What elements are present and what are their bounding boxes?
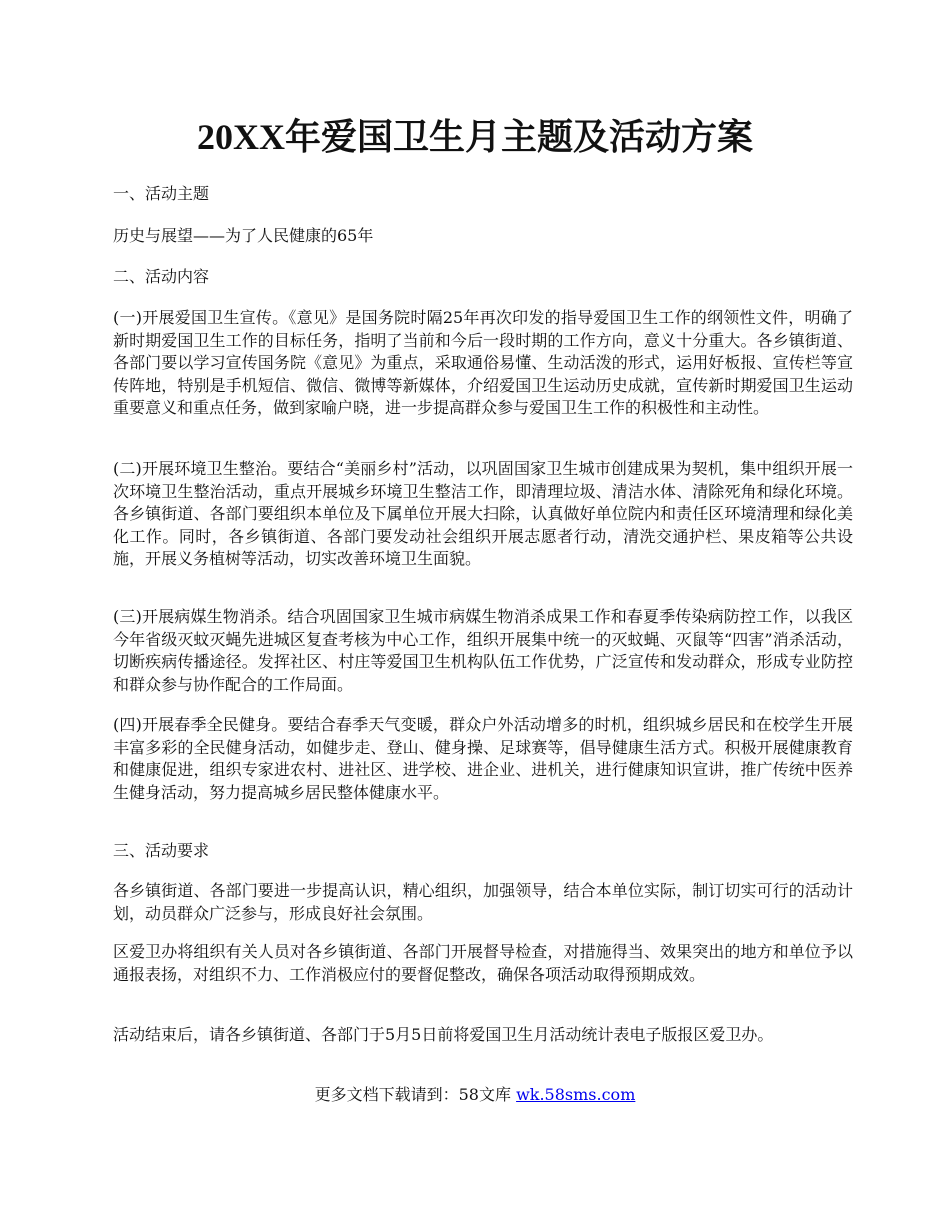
paragraph-requirement-1: 各乡镇街道、各部门要进一步提高认识，精心组织，加强领导，结合本单位实际，制订切实可行的活动计划，动员群众广泛参与，形成良好社会氛围。 [113, 881, 853, 923]
paragraph-environment: (二)开展环境卫生整治。要结合“美丽乡村”活动，以巩固国家卫生城市创建成果为契机，集中组织开展一次环境卫生整治活动，重点开展城乡环境卫生整洁工作，即清理垃圾、清洁水体、清除死角和绿化环境。各乡镇街道、各部门要组织本单位及下属单位开展大扫除，认真做好单位院内和责任区环境清理和绿化美化工作。同时，各乡镇街道、各部门要发动社会组织开展志愿者行动，清洗交通护栏、果皮箱等公共设施，开展义务植树等活动，切实改善环境卫生面貌。 [113, 459, 853, 568]
section-heading-content: 二、活动内容 [113, 267, 210, 286]
footer [0, 1084, 950, 1106]
paragraph-requirement-2: 区爱卫办将组织有关人员对各乡镇街道、各部门开展督导检查，对措施得当、效果突出的地方和单位予以通报表扬，对组织不力、工作消极应付的要督促整改，确保各项活动取得预期成效。 [113, 942, 853, 984]
paragraph-publicity: (一)开展爱国卫生宣传。《意见》是国务院时隔25年再次印发的指导爱国卫生工作的纲领性文件，明确了新时期爱国卫生工作的目标任务，指明了当前和今后一段时期的工作方向，意义十分重大。各乡镇街道、各部门要以学习宣传国务院《意见》为重点，采取通俗易懂、生动活泼的形式，运用好板报、宣传栏等宣传阵地，特别是手机短信、微信、微博等新媒体，介绍爱国卫生运动历史成就，宣传新时期爱国卫生运动重要意义和重点任务，做到家喻户晓，进一步提高群众参与爱国卫生工作的积极性和主动性。 [113, 308, 853, 417]
paragraph-vector-control: (三)开展病媒生物消杀。结合巩固国家卫生城市病媒生物消杀成果工作和春夏季传染病防控工作，以我区今年省级灭蚊灭蝇先进城区复查考核为中心工作，组织开展集中统一的灭蚊蝇、灭鼠等“四害”消杀活动，切断疾病传播途径。发挥社区、村庄等爱国卫生机构队伍工作优势，广泛宣传和发动群众，形成专业防控和群众参与协作配合的工作局面。 [113, 607, 853, 694]
section-heading-theme: 一、活动主题 [113, 184, 210, 203]
theme-text: 历史与展望——为了人民健康的65年 [113, 226, 374, 245]
footer-link[interactable]: wk.58sms.com [516, 1085, 636, 1104]
section-heading-requirements: 三、活动要求 [113, 841, 210, 860]
document-title: 20XX年爱国卫生月主题及活动方案 [197, 117, 753, 157]
paragraph-fitness: (四)开展春季全民健身。要结合春季天气变暖，群众户外活动增多的时机，组织城乡居民和在校学生开展丰富多彩的全民健身活动，如健步走、登山、健身操、足球赛等，倡导健康生活方式。积极开展健康教育和健康促进，组织专家进农村、进社区、进学校、进企业、进机关，进行健康知识宣讲，推广传统中医养生健身活动，努力提高城乡居民整体健康水平。 [113, 715, 853, 802]
footer-prefix: 更多文档下载请到：58文库 [314, 1085, 517, 1104]
paragraph-requirement-3: 活动结束后，请各乡镇街道、各部门于5月5日前将爱国卫生月活动统计表电子版报区爱卫办。 [113, 1025, 774, 1044]
